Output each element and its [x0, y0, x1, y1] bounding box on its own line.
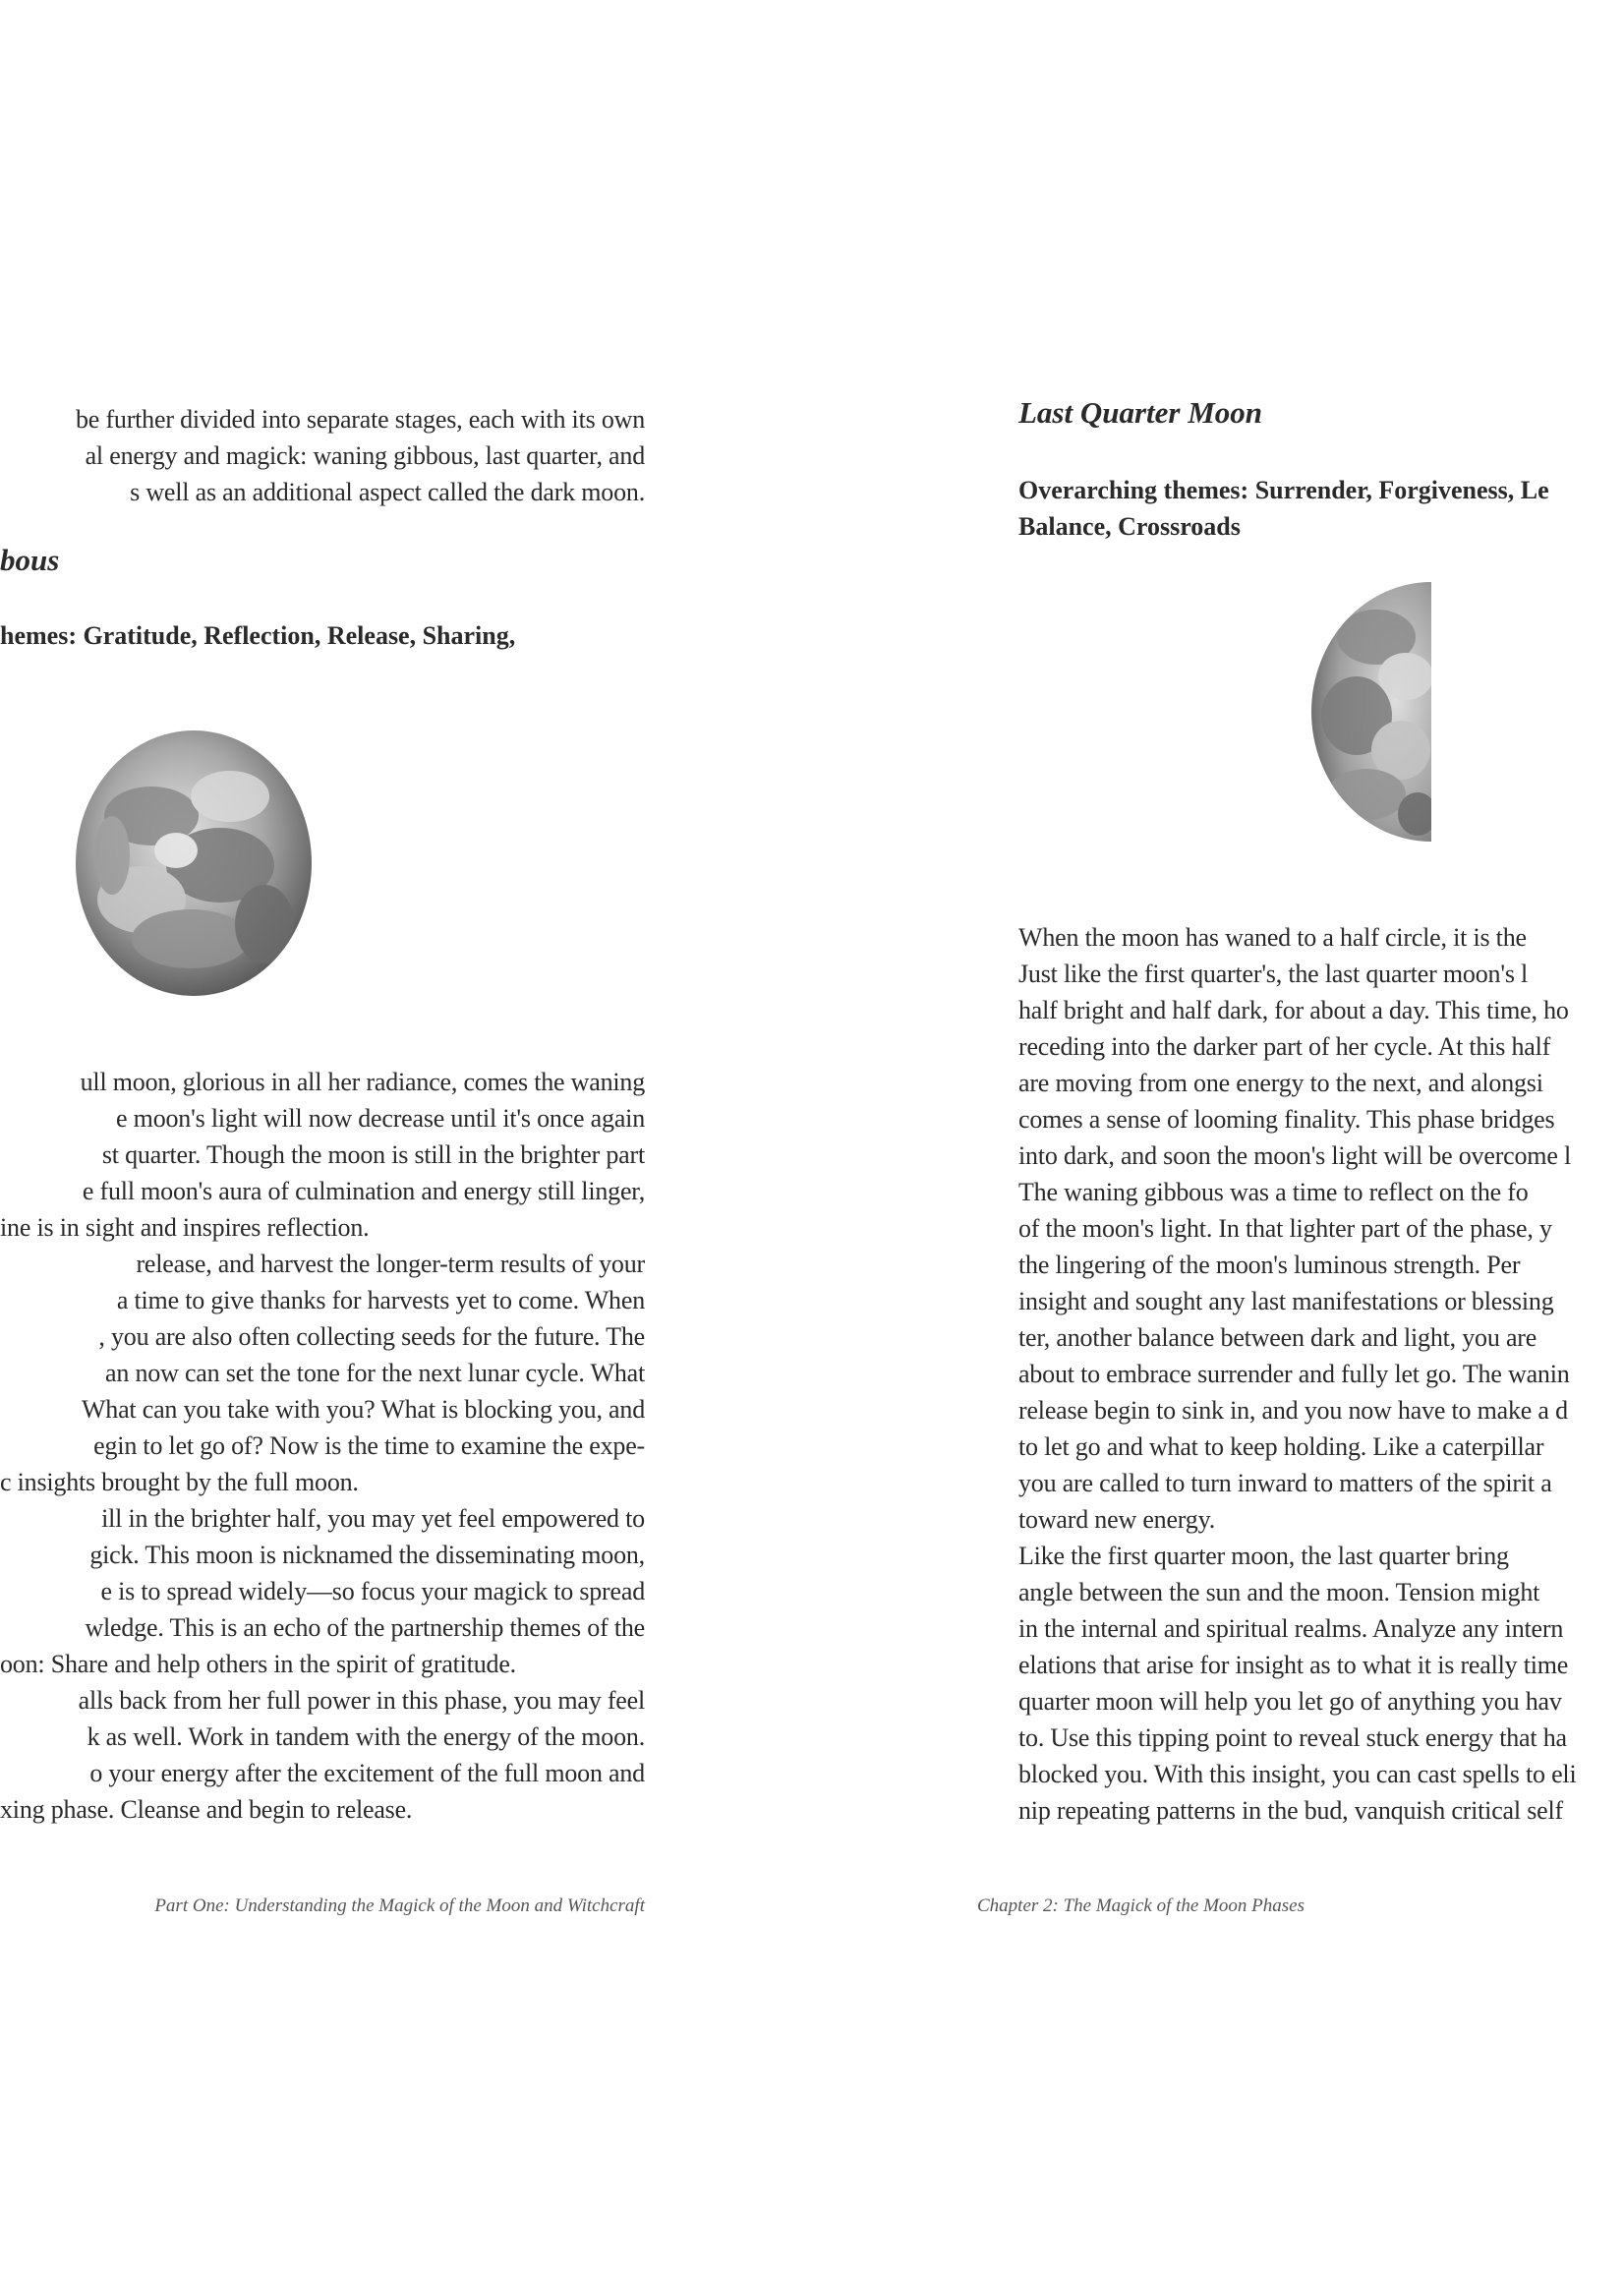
body-line: Just like the first quarter's, the last quarter moon's l: [1018, 960, 1529, 988]
body-line: The waning gibbous was a time to reflect on the fo: [1018, 1178, 1529, 1206]
themes-line: Overarching themes: Surrender, Forgiveness, Le: [1018, 476, 1549, 504]
body-line: egin to let go of? Now is the time to examine the expe-: [93, 1431, 645, 1460]
last-quarter-moon-image: [1307, 578, 1437, 845]
body-line: half bright and half dark, for about a day. This time, ho: [1018, 996, 1569, 1024]
waning-gibbous-moon-image: [73, 728, 315, 999]
body-line: toward new energy.: [1018, 1505, 1215, 1534]
section-heading: Last Quarter Moon: [1018, 395, 1263, 430]
body-line: e moon's light will now decrease until it's once again: [116, 1104, 645, 1133]
body-line: of the moon's light. In that lighter part of the phase, y: [1018, 1214, 1552, 1243]
body-line: alls back from her full power in this phase, you may feel: [78, 1686, 645, 1715]
left-page: [0, 0, 688, 2274]
body-line: xing phase. Cleanse and begin to release.: [0, 1795, 413, 1824]
body-line: blocked you. With this insight, you can cast spells to eli: [1018, 1760, 1577, 1788]
body-line: comes a sense of looming finality. This phase bridges: [1018, 1105, 1555, 1134]
intro-line: s well as an additional aspect called the dark moon.: [130, 478, 645, 506]
body-line: ine is in sight and inspires reflection.: [0, 1213, 370, 1242]
body-line: release, and harvest the longer-term results of your: [136, 1250, 645, 1278]
body-line: oon: Share and help others in the spirit of gratitude.: [0, 1650, 516, 1678]
body-line: , you are also often collecting seeds for the future. The: [98, 1322, 645, 1351]
body-line: quarter moon will help you let go of anything you hav: [1018, 1687, 1562, 1716]
themes-line: hemes: Gratitude, Reflection, Release, Sharing,: [0, 621, 516, 650]
body-line: elations that arise for insight as to what it is really time: [1018, 1651, 1569, 1679]
body-line: wledge. This is an echo of the partnership themes of the: [85, 1613, 645, 1642]
body-line: a time to give thanks for harvests yet to come. When: [116, 1286, 645, 1314]
body-line: e full moon's aura of culmination and energy still linger,: [82, 1177, 645, 1205]
body-line: o your energy after the excitement of the full moon and: [89, 1759, 645, 1787]
section-heading: bous: [0, 543, 60, 577]
body-line: insight and sought any last manifestations or blessing: [1018, 1287, 1554, 1315]
right-page: [973, 0, 1624, 2274]
body-line: ull moon, glorious in all her radiance, comes the waning: [80, 1068, 645, 1096]
body-line: to. Use this tipping point to reveal stuck energy that ha: [1018, 1723, 1567, 1752]
body-line: st quarter. Though the moon is still in the brighter part: [101, 1140, 645, 1169]
body-line: gick. This moon is nicknamed the disseminating moon,: [89, 1541, 645, 1569]
body-line: k as well. Work in tandem with the energy of the moon.: [87, 1722, 645, 1751]
body-line: ter, another balance between dark and light, you are: [1018, 1323, 1537, 1352]
body-line: angle between the sun and the moon. Tension might: [1018, 1578, 1540, 1606]
body-line: about to embrace surrender and fully let go. The wanin: [1018, 1360, 1570, 1388]
page-footer: Part One: Understanding the Magick of the Moon and Witchcraft: [154, 1895, 645, 1916]
body-line: into dark, and soon the moon's light will be overcome l: [1018, 1141, 1571, 1170]
intro-line: be further divided into separate stages, each with its own: [76, 405, 645, 434]
body-line: release begin to sink in, and you now have to make a d: [1018, 1396, 1568, 1425]
themes-line: Balance, Crossroads: [1018, 512, 1241, 541]
body-line: When the moon has waned to a half circle, it is the: [1018, 923, 1527, 952]
body-line: ill in the brighter half, you may yet feel empowered to: [101, 1504, 645, 1533]
body-line: are moving from one energy to the next, and alongsi: [1018, 1069, 1543, 1097]
body-line: to let go and what to keep holding. Like a caterpillar: [1018, 1432, 1544, 1461]
body-line: What can you take with you? What is blocking you, and: [81, 1395, 645, 1424]
page-footer: Chapter 2: The Magick of the Moon Phases: [977, 1895, 1305, 1916]
body-line: c insights brought by the full moon.: [0, 1468, 359, 1496]
intro-line: al energy and magick: waning gibbous, last quarter, and: [85, 441, 645, 470]
body-line: in the internal and spiritual realms. Analyze any intern: [1018, 1614, 1564, 1643]
body-line: you are called to turn inward to matters of the spirit a: [1018, 1469, 1552, 1497]
body-line: nip repeating patterns in the bud, vanquish critical self: [1018, 1796, 1563, 1825]
body-line: an now can set the tone for the next lunar cycle. What: [105, 1359, 645, 1387]
body-line: Like the first quarter moon, the last quarter bring: [1018, 1542, 1509, 1570]
body-line: e is to spread widely—so focus your magick to spread: [100, 1577, 645, 1605]
body-line: the lingering of the moon's luminous strength. Per: [1018, 1251, 1521, 1279]
body-line: receding into the darker part of her cycle. At this half: [1018, 1032, 1551, 1061]
